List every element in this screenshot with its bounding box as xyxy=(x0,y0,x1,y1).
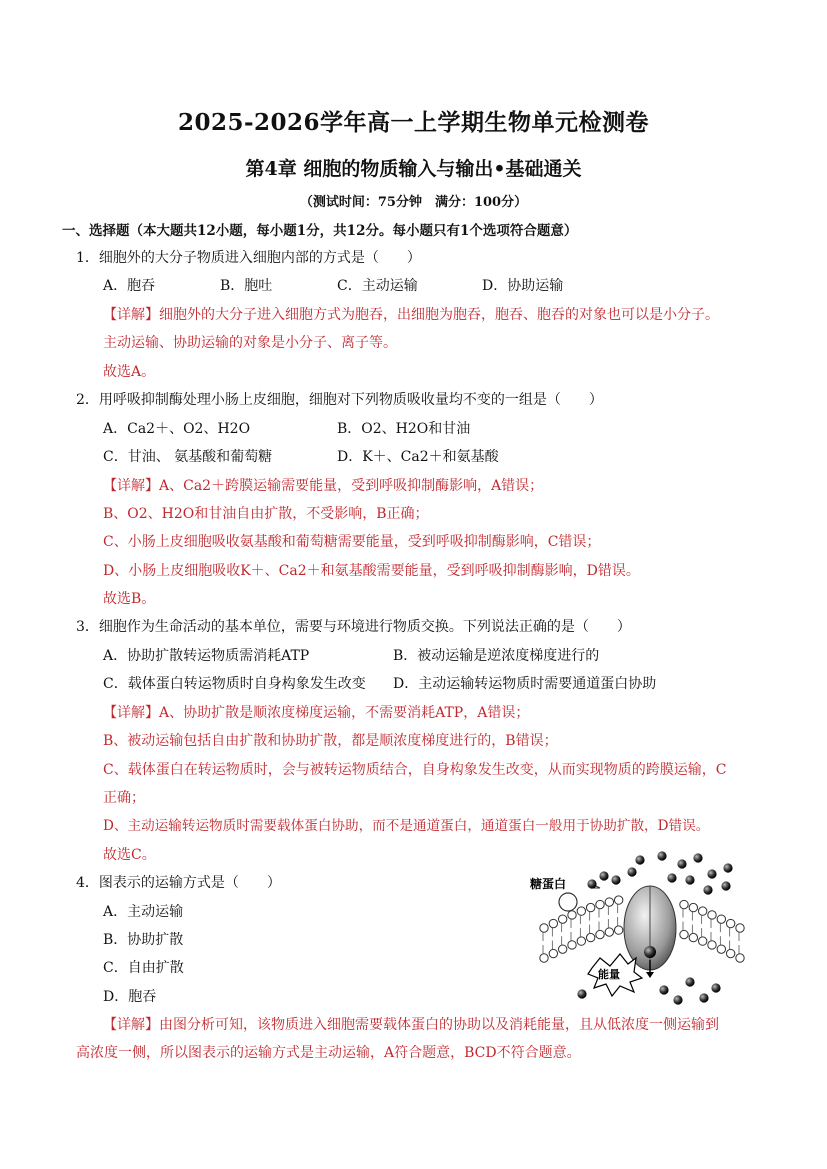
lipid-head xyxy=(568,941,576,949)
solute-particle xyxy=(711,983,720,992)
solute-particle xyxy=(693,853,702,862)
lipid-head xyxy=(596,900,604,908)
q2-answer: 故选B。 xyxy=(103,591,156,607)
lipid-head xyxy=(549,919,557,927)
lipid-head xyxy=(614,896,622,904)
lipid-head xyxy=(586,903,594,911)
q2-option-c: C．甘油、 氨基酸和葡萄糖 xyxy=(103,449,273,465)
lipid-head xyxy=(540,954,548,962)
q3-option-a: A．协助扩散转运物质需消耗ATP xyxy=(103,648,310,664)
q3-explanation-4: D、主动运输转运物质时需要载体蛋白协助，而不是通道蛋白，通道蛋白一般用于协助扩散，D错误。 xyxy=(103,818,710,834)
q3-option-d: D．主动运输转运物质时需要通道蛋白协助 xyxy=(393,676,657,692)
lipid-head xyxy=(680,900,688,908)
lipid-head xyxy=(540,924,548,932)
glycoprotein-label: 糖蛋白 xyxy=(530,877,567,891)
solute-particle xyxy=(685,977,694,986)
glycoprotein-icon xyxy=(559,893,577,911)
energy-label: 能量 xyxy=(598,968,620,981)
solute-particle xyxy=(677,859,686,868)
lipid-head xyxy=(605,898,613,906)
q4-explanation-1: 【详解】由图分析可知，该物质进入细胞需要载体蛋白的协助以及消耗能量，且从低浓度一侧运输到 xyxy=(103,1017,719,1033)
q1-explanation-1: 【详解】细胞外的大分子进入细胞方式为胞吞，出细胞为胞吞，胞吞、胞吞的对象也可以是小分子。 xyxy=(103,307,719,323)
q4-explanation-2: 高浓度一侧，所以图表示的运输方式是主动运输，A符合题意，BCD不符合题意。 xyxy=(76,1045,581,1061)
solute-particle xyxy=(659,985,668,994)
solute-particle xyxy=(699,993,708,1002)
lipid-head xyxy=(689,903,697,911)
solute-particle xyxy=(611,875,620,884)
q1-option-b: B．胞吐 xyxy=(220,278,273,294)
solute-particle xyxy=(587,879,596,888)
q1-answer: 故选A。 xyxy=(103,364,156,380)
solute-particle xyxy=(627,867,636,876)
page-title: 2025-2026学年高一上学期生物单元检测卷 xyxy=(177,109,650,136)
solute-particle xyxy=(635,855,644,864)
lipid-head xyxy=(577,907,585,915)
q1-option-d: D．协助运输 xyxy=(482,278,564,294)
lipid-head xyxy=(708,911,716,919)
q2-option-b: B．O2、H2O和甘油 xyxy=(337,421,471,437)
q3-answer: 故选C。 xyxy=(103,847,156,863)
q2-explanation-3: C、小肠上皮细胞吸收氨基酸和葡萄糖需要能量，受到呼吸抑制酶影响，C错误； xyxy=(103,534,601,550)
lipid-head xyxy=(568,911,576,919)
solute-particle xyxy=(685,875,694,884)
solute-particle xyxy=(721,881,730,890)
test-meta: （测试时间：75分钟 满分：100分） xyxy=(299,195,528,210)
q4-option-b: B．协助扩散 xyxy=(103,932,184,948)
lipid-head xyxy=(726,949,734,957)
q3-explanation-3-cont: 正确； xyxy=(103,790,145,806)
q1-option-c: C．主动运输 xyxy=(337,278,418,294)
q3-explanation-3: C、载体蛋白在转运物质时，会与被转运物质结合，自身构象发生改变，从而实现物质的跨膜运输，C xyxy=(103,762,727,778)
solute-particle xyxy=(657,851,666,860)
lipid-head xyxy=(614,926,622,934)
lipid-head xyxy=(689,933,697,941)
q1-option-a: A．胞吞 xyxy=(103,278,156,294)
transported-molecule xyxy=(644,946,656,958)
q2-explanation-4: D、小肠上皮细胞吸收K＋、Ca2＋和氨基酸需要能量，受到呼吸抑制酶影响，D错误。 xyxy=(103,563,640,579)
solute-particle xyxy=(703,885,712,894)
q3-option-c: C．载体蛋白转运物质时自身构象发生改变 xyxy=(103,676,366,692)
solute-particle xyxy=(673,995,682,1004)
lipid-head xyxy=(577,937,585,945)
q2-option-a: A．Ca2＋、O2、H2O xyxy=(103,421,251,437)
question-2-stem: 2．用呼吸抑制酶处理小肠上皮细胞，细胞对下列物质吸收量均不变的一组是（ ） xyxy=(76,392,603,408)
lipid-head xyxy=(717,945,725,953)
q2-option-d: D．K＋、Ca2＋和氨基酸 xyxy=(337,449,499,465)
q4-option-c: C．自由扩散 xyxy=(103,960,184,976)
solute-particle xyxy=(599,871,608,880)
question-1-stem: 1．细胞外的大分子物质进入细胞内部的方式是（ ） xyxy=(76,250,421,266)
q4-option-d: D．胞吞 xyxy=(103,989,157,1005)
solute-particle xyxy=(667,873,676,882)
solute-particle xyxy=(577,989,586,998)
lipid-head xyxy=(596,930,604,938)
solute-particle xyxy=(707,869,716,878)
q2-explanation-2: B、O2、H2O和甘油自由扩散，不受影响，B正确； xyxy=(103,506,429,522)
question-3-stem: 3．细胞作为生命活动的基本单位，需要与环境进行物质交换。下列说法正确的是（ ） xyxy=(76,619,631,635)
lipid-head xyxy=(736,954,744,962)
q3-option-b: B．被动运输是逆浓度梯度进行的 xyxy=(393,648,600,664)
lipid-head xyxy=(717,915,725,923)
lipid-head xyxy=(605,928,613,936)
lipid-head xyxy=(708,941,716,949)
q3-explanation-1: 【详解】A、协助扩散是顺浓度梯度运输，不需要消耗ATP，A错误； xyxy=(103,705,530,721)
q3-explanation-2: B、被动运输包括自由扩散和协助扩散，都是顺浓度梯度进行的，B错误； xyxy=(103,733,558,749)
lipid-head xyxy=(680,930,688,938)
lipid-head xyxy=(736,924,744,932)
chapter-subtitle: 第4章 细胞的物质输入与输出•基础通关 xyxy=(245,158,582,180)
lipid-head xyxy=(698,937,706,945)
lipid-head xyxy=(558,945,566,953)
lipid-head xyxy=(586,933,594,941)
lipid-head xyxy=(549,949,557,957)
q4-option-a: A．主动运输 xyxy=(103,904,184,920)
membrane-transport-figure xyxy=(522,850,762,1010)
q2-explanation-1: 【详解】A、Ca2＋跨膜运输需要能量，受到呼吸抑制酶影响，A错误； xyxy=(103,478,544,494)
section-heading: 一、选择题（本大题共12小题，每小题1分，共12分。每小题只有1个选项符合题意） xyxy=(62,223,578,239)
solute-particle xyxy=(723,863,732,872)
lipid-head xyxy=(698,907,706,915)
q1-explanation-2: 主动运输、协助运输的对象是小分子、离子等。 xyxy=(103,335,397,351)
question-4-stem: 4．图表示的运输方式是（ ） xyxy=(76,875,281,891)
lipid-head xyxy=(726,919,734,927)
lipid-head xyxy=(558,915,566,923)
